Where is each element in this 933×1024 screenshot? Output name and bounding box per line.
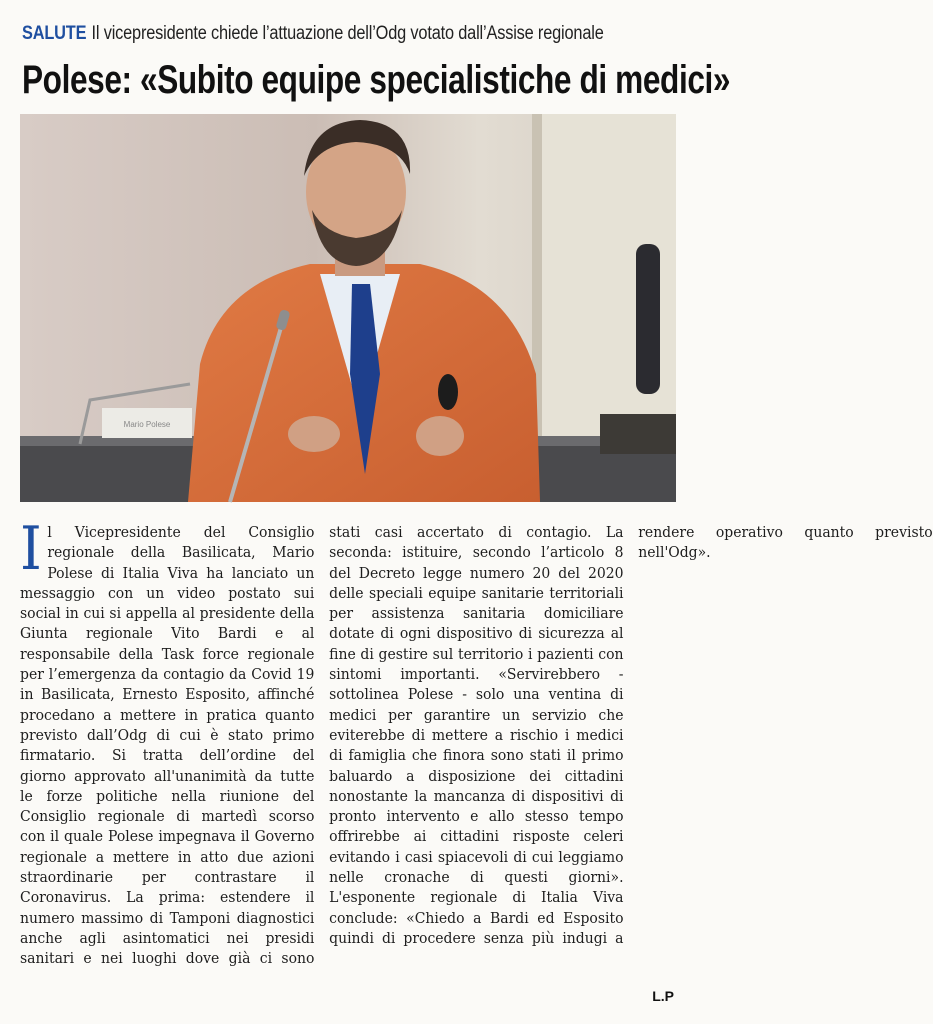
nameplate-text: Mario Polese [123,420,171,429]
right-hand [416,416,464,456]
chair-back [636,244,660,394]
sunglasses [438,374,458,410]
article-body [20,514,933,984]
byline: L.P [652,988,674,1004]
article-photo [20,114,676,502]
left-hand [288,416,340,452]
article-text: l Vicepresidente del Consiglio regionale della Basilicata, Mario Polese di Italia Viva ha lanciato un messaggio con un video postato sui social in cui si appella al presidente della Giunta regionale Vito Bardi e al responsabile della Task force regionale per l’emergenza da contagio da Covid 19 in Basilicata, Ernesto Esposito, affinché procedano a mettere in pratica quanto previsto dall’Odg di cui è stato primo firmatario. Si tratta dell’ordine del giorno approvato all'unanimità da tutte le forze politiche nella riunione del Consiglio regionale di martedì scorso con il quale Polese impegnava il Governo regionale a mettere in atto due azioni straordinarie per contrastare il Coronavirus. La prima: estendere il numero massimo di Tamponi diagnostici anche agli asintomatici nei presidi sanitari e nei luoghi dove già ci sono stati casi accertato di contagio. La seconda: istituire, secondo l’articolo 8 del Decreto legge numero 20 del 2020 delle speciali equipe sanitarie territoriali per assistenza sanitaria domiciliare dotate di ogni dispositivo di sicurezza al fine di gestire sul territorio i pazienti con sintomi importanti. «Servirebbero - sottolinea Polese - solo una ventina di medici per garantire un servizio che eviterebbe di mettere a rischio i medici di famiglia che finora sono stati il primo baluardo a disposizione dei cittadini nonostante la mancanza di dispositivi di pronto intervento e allo stesso tempo offrirebbe ai cittadini risposte celeri evitando i casi spiacevoli di cui leggiamo nelle cronache di questi giorni». L'esponente regionale di Italia Viva conclude: «Chiedo a Bardi ed Esposito quindi di procedere senza più indugi a rendere operativo quanto previsto nell'Odg». [20,523,933,968]
section-tag: SALUTE [22,23,87,44]
photo-illustration [20,114,676,502]
headline: Polese: «Subito equipe specialistiche di medici» [22,58,731,102]
kicker [22,20,604,48]
article-paragraph [20,514,933,984]
drop-cap: I [20,514,42,584]
kicker-subtitle: Il vicepresidente chiede l’attuazione dell’Odg votato dall’Assise regionale [91,23,604,44]
